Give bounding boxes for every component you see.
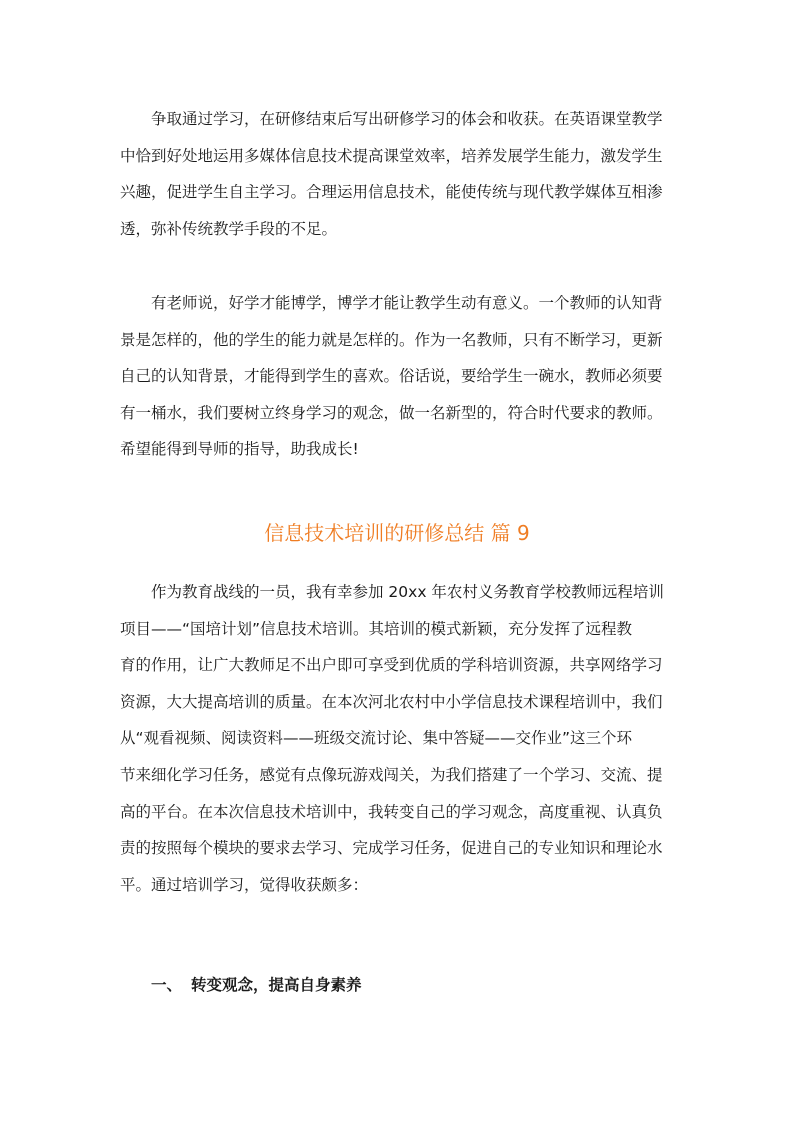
paragraph-1: [120, 101, 680, 247]
paragraph-line: 资源，大大提高培训的质量。在本次河北农村中小学信息技术课程培训中，我们: [120, 692, 663, 711]
paragraph-line: 从“观看视频、阅读资料——班级交流讨论、集中答疑——交作业”这三个环: [120, 729, 633, 748]
paragraph-line: 有老师说，好学才能博学，博学才能让教学生动有意义。一个教师的认知背: [151, 294, 663, 312]
subsection-heading: [151, 967, 362, 1003]
paragraph-line: 平。通过培训学习，觉得收获颇多：: [120, 875, 369, 894]
paragraph-line: 项目——“国培计划”信息技术培训。其培训的模式新颖，充分发挥了远程教: [120, 619, 633, 638]
paragraph-line: 育的作用，让广大教师足不出户即可享受到优质的学科培训资源，共享网络学习: [120, 656, 663, 675]
paragraph-line: 节来细化学习任务，感觉有点像玩游戏闯关，为我们搭建了一个学习、交流、提: [120, 765, 663, 784]
paragraph-line: 希望能得到导师的指导，助我成长!: [120, 440, 359, 459]
paragraph-2: [120, 285, 680, 468]
paragraph-line: 景是怎样的，他的学生的能力就是怎样的。作为一名教师，只有不断学习，更新: [120, 330, 663, 349]
section-heading: 信息技术培训的研修总结 篇 9: [264, 521, 530, 545]
subsection-title: 转变观念，提高自身素养: [191, 976, 362, 994]
paragraph-line: 兴趣，促进学生自主学习。合理运用信息技术，能使传统与现代教学媒体互相渗: [120, 183, 663, 202]
paragraph-line: 自己的认知背景，才能得到学生的喜欢。俗话说，要给学生一碗水，教师必须要: [120, 367, 663, 386]
paragraph-line: 作为教育战线的一员，我有幸参加 20xx 年农村义务教育学校教师远程培训: [151, 583, 664, 601]
paragraph-line: 透，弥补传统教学手段的不足。: [120, 219, 338, 238]
paragraph-3: [120, 574, 680, 903]
paragraph-line: 责的按照每个模块的要求去学习、完成学习任务，促进自己的专业知识和理论水: [120, 839, 663, 858]
paragraph-line: 争取通过学习，在研修结束后写出研修学习的体会和收获。在英语课堂教学: [151, 110, 663, 128]
paragraph-line: 有一桶水，我们要树立终身学习的观念，做一名新型的，符合时代要求的教师。: [120, 403, 663, 422]
paragraph-line: 高的平台。在本次信息技术培训中，我转变自己的学习观念，高度重视、认真负: [120, 802, 663, 821]
paragraph-line: 中恰到好处地运用多媒体信息技术提高课堂效率，培养发展学生能力，激发学生: [120, 146, 663, 165]
subsection-number: 一、: [151, 976, 183, 994]
